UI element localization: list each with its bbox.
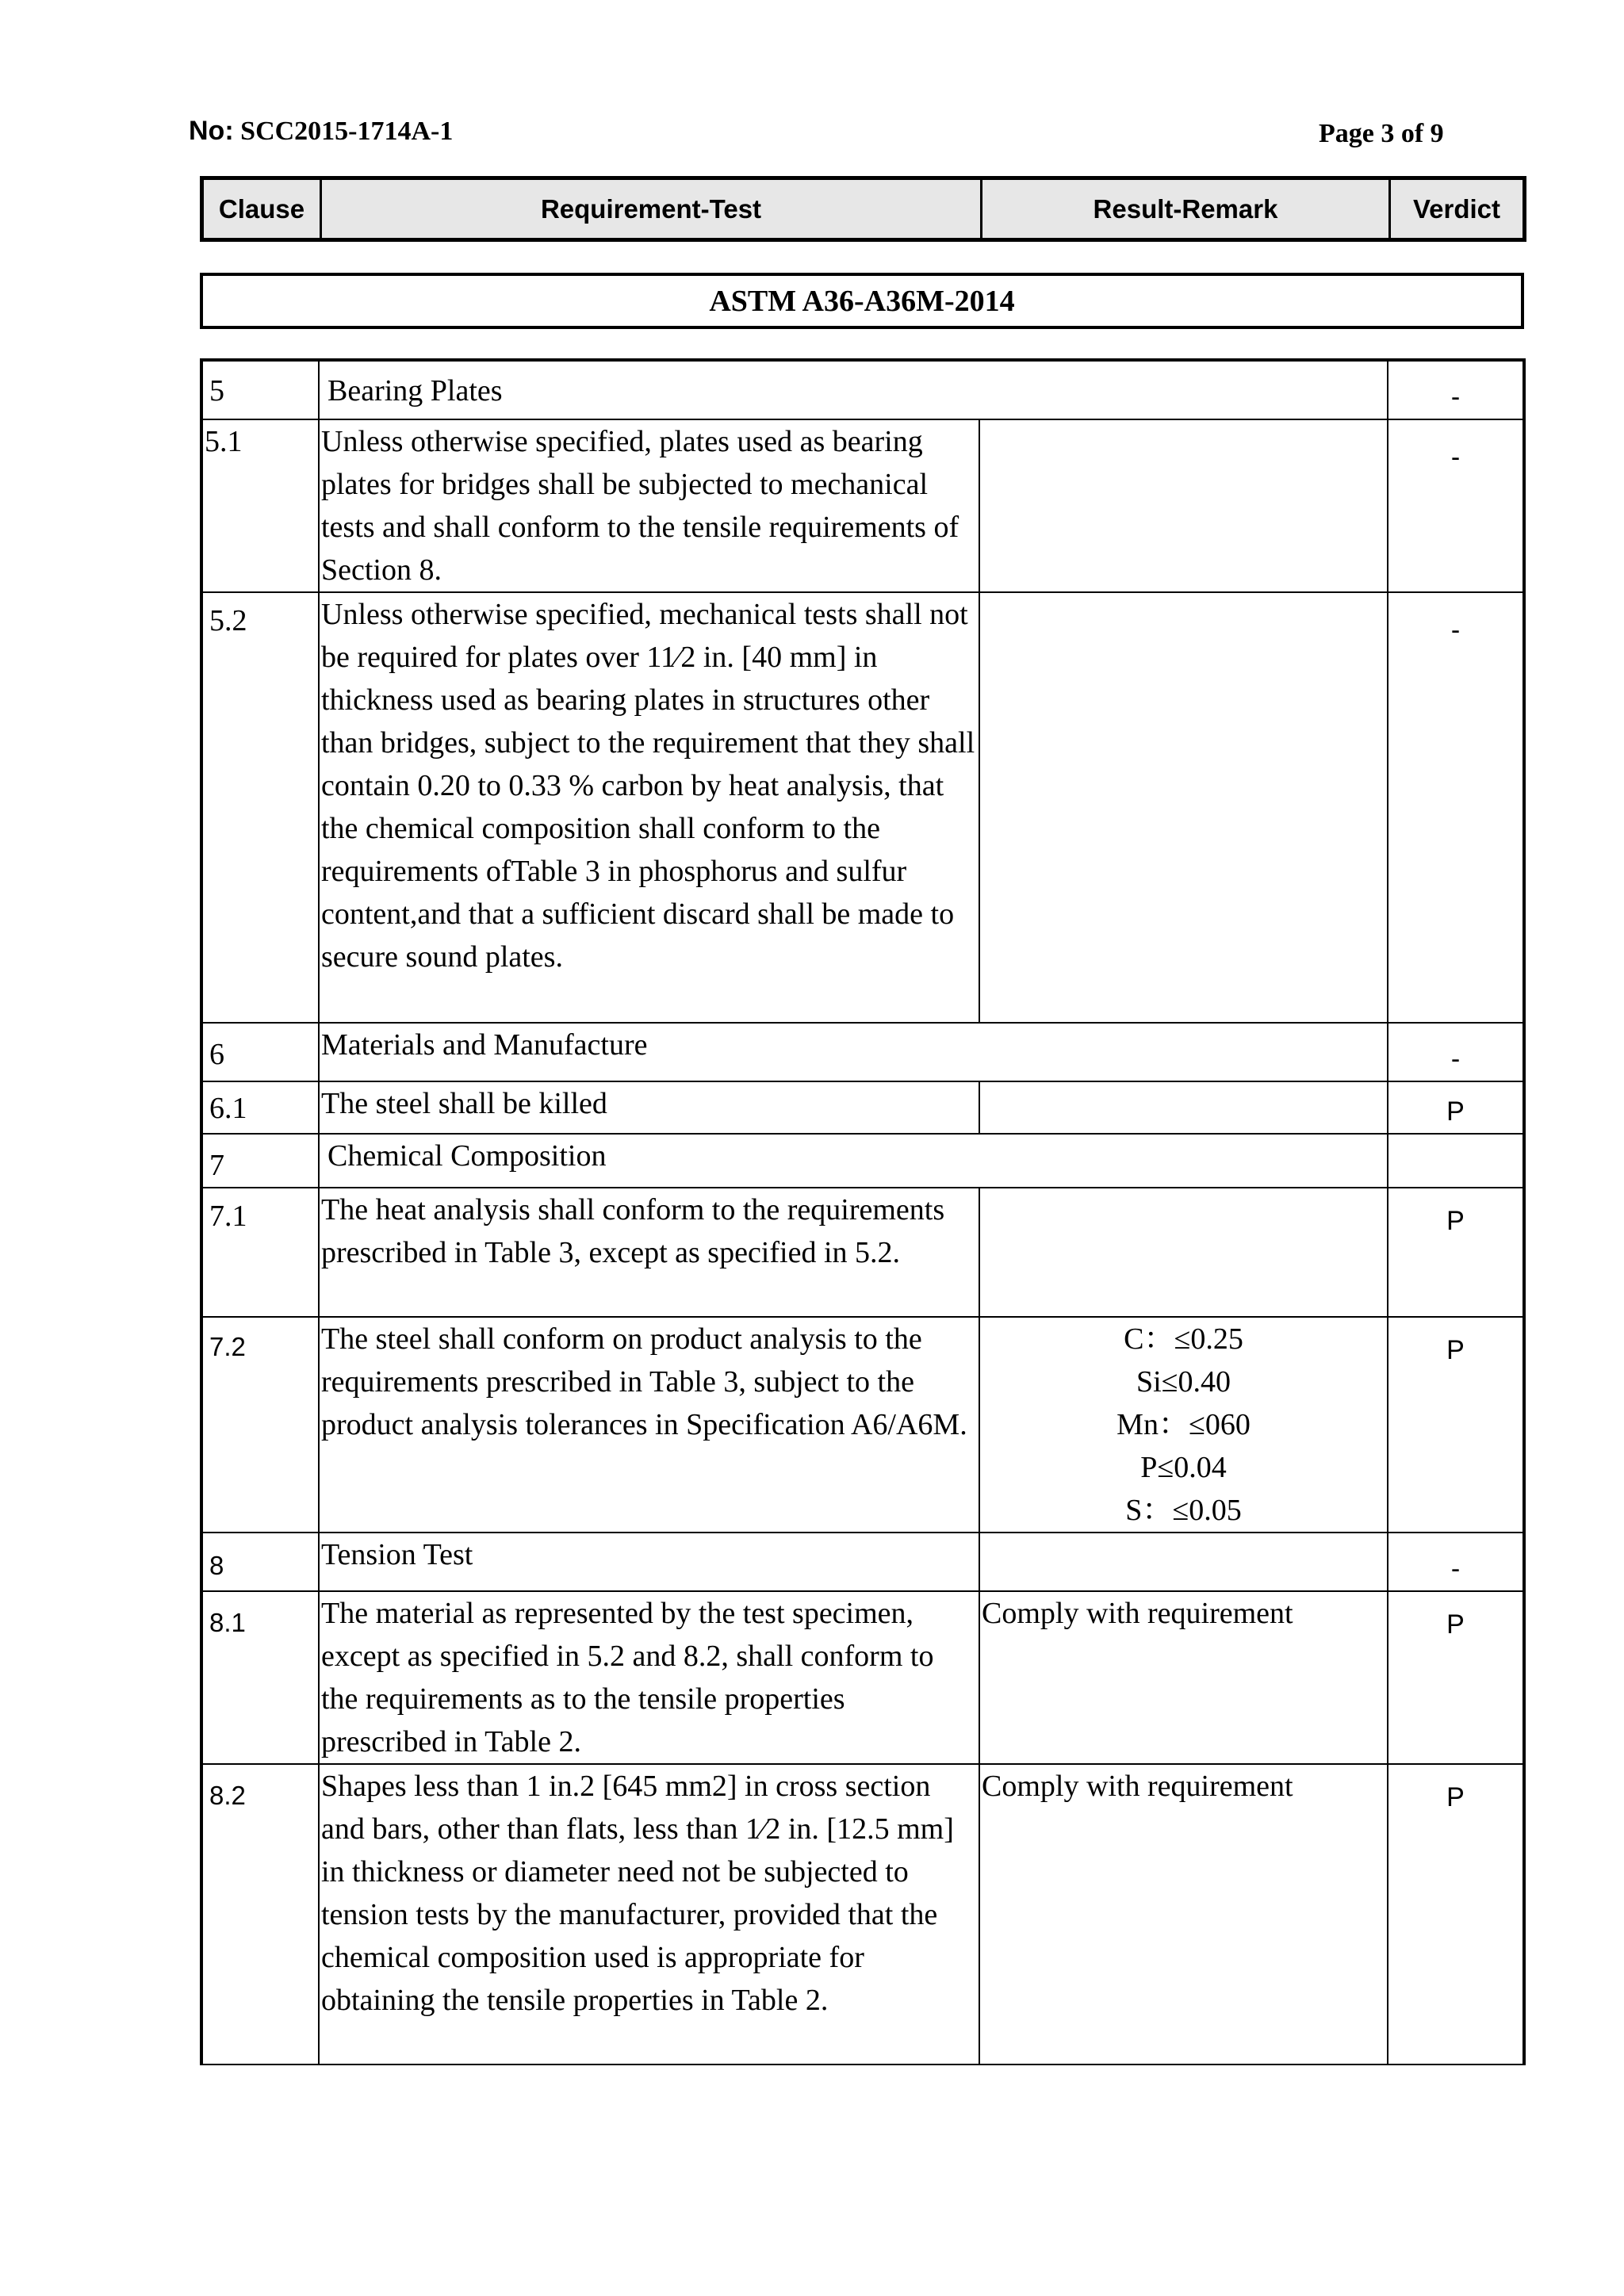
requirement-cell: The heat analysis shall conform to the requirements prescribed in Table 3, except as specified in 5.2. (319, 1188, 979, 1317)
verdict-cell: - (1388, 592, 1524, 1023)
clause-cell: 7.2 (201, 1317, 319, 1533)
verdict-cell: P (1388, 1591, 1524, 1764)
requirement-cell: The steel shall conform on product analysis to the requirements prescribed in Table 3, subject to the product analysis tolerances in Specification A6/A6M. (319, 1317, 979, 1533)
column-header-requirement: Requirement-Test (321, 178, 982, 240)
table-row (201, 1317, 1524, 1533)
section-title-cell: Materials and Manufacture (319, 1023, 1388, 1081)
table-row (201, 1764, 1524, 2064)
result-cell (979, 419, 1388, 592)
clause-cell: 6 (201, 1023, 319, 1081)
table-row (201, 1591, 1524, 1764)
requirement-cell: Unless otherwise specified, mechanical tests shall not be required for plates over 11⁄2 in. [40 mm] in thickness used as bearing plates in structures other than bridges, subject to the requirement that they shall contain 0.20 to 0.33 % carbon by heat analysis, that the chemical composition shall conform to the requirements ofTable 3 in phosphorus and sulfur content,and that a sufficient discard shall be made to secure sound plates. (319, 592, 979, 1023)
standard-title: ASTM A36-A36M-2014 (200, 273, 1524, 329)
table-row (201, 360, 1524, 419)
report-number (189, 116, 453, 147)
section-title-cell: Tension Test (319, 1533, 979, 1591)
clause-cell: 5 (201, 360, 319, 419)
clause-cell: 8.1 (201, 1591, 319, 1764)
clause-cell: 5.1 (201, 419, 319, 592)
requirement-cell: Shapes less than 1 in.2 [645 mm2] in cross section and bars, other than flats, less than 1⁄2 in. [12.5 mm] in thickness or diameter need not be subjected to tension tests by the manufacturer, provided that the chemical composition used is appropriate for obtaining the tensile properties in Table 2. (319, 1764, 979, 2064)
result-cell: Comply with requirement (979, 1764, 1388, 2064)
clause-cell: 7 (201, 1134, 319, 1188)
verdict-cell: P (1388, 1081, 1524, 1134)
verdict-cell: P (1388, 1188, 1524, 1317)
result-cell (979, 592, 1388, 1023)
report-number-value: SCC2015-1714A-1 (233, 117, 454, 146)
verdict-cell: P (1388, 1764, 1524, 2064)
verdict-cell (1388, 1134, 1524, 1188)
table-row (201, 1134, 1524, 1188)
table-row (201, 1081, 1524, 1134)
verdict-cell: - (1388, 1533, 1524, 1591)
verdict-cell: - (1388, 360, 1524, 419)
column-header-row (202, 178, 1525, 240)
clause-cell: 8.2 (201, 1764, 319, 2064)
report-number-label: No: (189, 116, 234, 146)
section-title-cell: Chemical Composition (319, 1134, 1388, 1188)
section-title-cell: Bearing Plates (319, 360, 1388, 419)
table-row (201, 592, 1524, 1023)
table-row (201, 1188, 1524, 1317)
page-indicator: Page 3 of 9 (1319, 119, 1444, 148)
result-cell: Comply with requirement (979, 1591, 1388, 1764)
carbon-result: C：≤0.25 (1124, 1322, 1243, 1356)
result-cell (979, 1188, 1388, 1317)
clause-cell: 6.1 (201, 1081, 319, 1134)
result-cell (979, 1081, 1388, 1134)
column-header-clause: Clause (202, 178, 321, 240)
clause-cell: 7.1 (201, 1188, 319, 1317)
requirement-cell: The material as represented by the test specimen, except as specified in 5.2 and 8.2, shall conform to the requirements as to the tensile properties prescribed in Table 2. (319, 1591, 979, 1764)
phosphorus-result: P≤0.04 (1140, 1451, 1227, 1484)
clause-cell: 8 (201, 1533, 319, 1591)
verdict-cell: P (1388, 1317, 1524, 1533)
clause-cell: 5.2 (201, 592, 319, 1023)
verdict-cell: - (1388, 419, 1524, 592)
table-row (201, 419, 1524, 592)
verdict-cell: - (1388, 1023, 1524, 1081)
silicon-result: Si≤0.40 (1136, 1365, 1231, 1399)
table-row (201, 1533, 1524, 1591)
column-header-verdict: Verdict (1390, 178, 1525, 240)
column-header-table (200, 176, 1526, 242)
requirements-table (200, 358, 1526, 2065)
requirement-cell: The steel shall be killed (319, 1081, 979, 1134)
result-cell (979, 1533, 1388, 1591)
table-row (201, 1023, 1524, 1081)
column-header-result: Result-Remark (982, 178, 1390, 240)
result-cell (979, 1317, 1388, 1533)
manganese-result: Mn：≤060 (1116, 1408, 1251, 1441)
requirement-cell: Unless otherwise specified, plates used as bearing plates for bridges shall be subjected to mechanical tests and shall conform to the tensile requirements of Section 8. (319, 419, 979, 592)
sulfur-result: S：≤0.05 (1125, 1494, 1242, 1527)
